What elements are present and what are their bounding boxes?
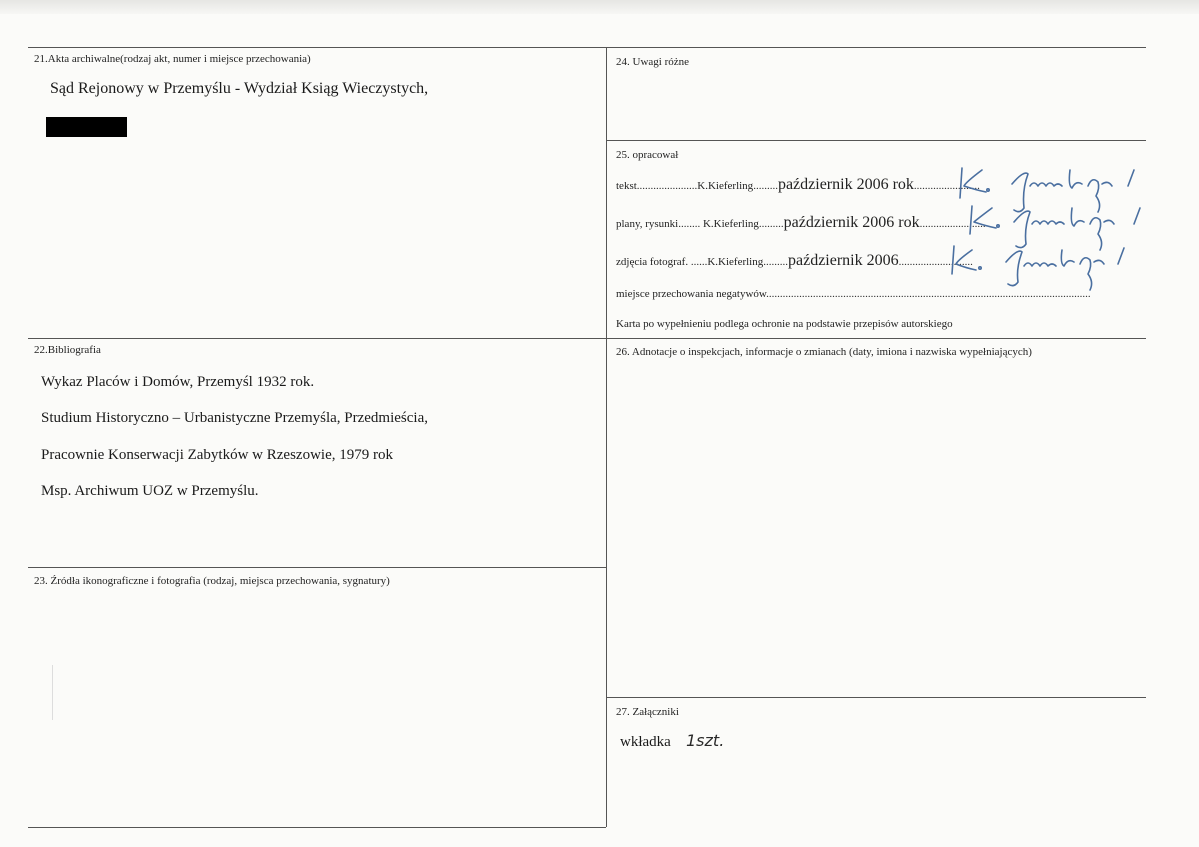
- row-author: K.Kieferling: [702, 218, 759, 230]
- redaction-block: [46, 117, 127, 137]
- row-date: październik 2006 rok: [783, 214, 920, 231]
- section-27-label: 27. Załączniki: [616, 706, 679, 718]
- row-prefix: plany, rysunki: [616, 218, 679, 230]
- bibliography-line-3: Pracownie Konserwacji Zabytków w Rzeszowie, 1979 rok: [41, 447, 393, 463]
- rule-26-27: [606, 697, 1146, 698]
- bibliography-line-2: Studium Historyczno – Urbanistyczne Przemyśla, Przedmieścia,: [41, 410, 428, 426]
- row-dots: ...........................: [898, 256, 973, 268]
- row-dots: .........: [758, 218, 784, 230]
- row-dots: .........: [753, 180, 778, 192]
- author-row-text: [616, 176, 980, 194]
- center-divider: [606, 47, 607, 827]
- section-26-label: 26. Adnotacje o inspekcjach, informacje o zmianach (daty, imiona i nazwiska wypełniających): [616, 346, 1032, 358]
- signature-3: [944, 240, 1134, 296]
- attachments-text: wkładka: [620, 734, 671, 750]
- section-25-label: 25. opracował: [616, 149, 679, 161]
- row-dots: ......: [688, 256, 708, 268]
- copyright-note: Karta po wypełnieniu podlega ochronie na podstawie przepisów autorskiego: [616, 318, 953, 330]
- row-dots: ........................: [919, 218, 986, 230]
- section-22-label: 22.Bibliografia: [34, 344, 101, 356]
- row-dots: ........................: [913, 180, 980, 192]
- rule-21-22: [28, 338, 1146, 339]
- row-prefix: zdjęcia fotograf.: [616, 256, 689, 268]
- row-dots: .........: [763, 256, 788, 268]
- rule-22-23: [28, 567, 606, 568]
- row-dots: ......................: [636, 180, 698, 192]
- negatives-label: miejsce przechowania negatywów: [616, 288, 767, 300]
- scan-top-edge: [0, 0, 1199, 14]
- section-23-label: 23. Źródła ikonograficzne i fotografia (rodzaj, miejsca przechowania, sygnatury): [34, 575, 390, 587]
- section-21-label: 21.Akta archiwalne(rodzaj akt, numer i miejsce przechowania): [34, 53, 311, 65]
- section-21-text: Sąd Rejonowy w Przemyślu - Wydział Ksiąg Wieczystych,: [50, 80, 429, 97]
- rule-24-25: [606, 140, 1146, 141]
- bibliography-line-1: Wykaz Placów i Domów, Przemyśl 1932 rok.: [41, 374, 315, 390]
- attachments-count: 1szt.: [686, 731, 725, 750]
- author-row-plans: [616, 214, 986, 232]
- bibliography-line-4: Msp. Archiwum UOZ w Przemyślu.: [41, 483, 259, 499]
- section-24-label: 24. Uwagi różne: [616, 56, 690, 68]
- row-date: październik 2006 rok: [777, 176, 914, 193]
- author-row-photos: [616, 252, 973, 270]
- bottom-rule: [28, 827, 606, 828]
- row-dots: ........: [678, 218, 701, 230]
- top-rule: [28, 47, 1146, 48]
- negatives-dots: ......................................................................................................................: [766, 288, 1091, 300]
- row-author: K.Kieferling: [707, 256, 764, 268]
- row-date: październik 2006: [787, 252, 899, 269]
- faint-left-mark: [52, 665, 53, 720]
- row-prefix: tekst: [616, 180, 637, 192]
- row-author: K.Kieferling: [697, 180, 754, 192]
